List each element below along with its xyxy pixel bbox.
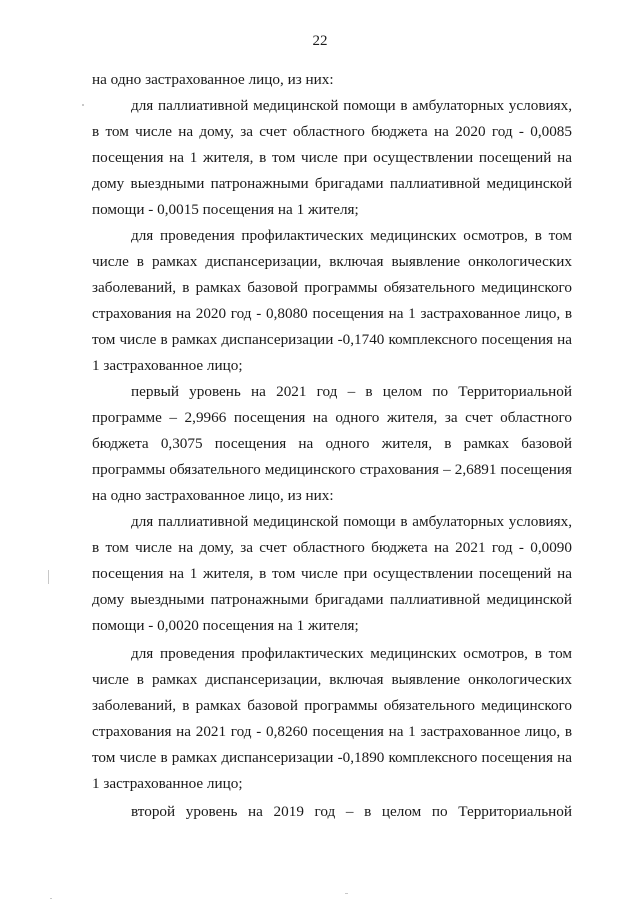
scan-speck	[48, 570, 49, 584]
text-line: дому выездными патронажными бригадами паллиативной медицинской	[92, 591, 572, 608]
text-line: заболеваний, в рамках базовой программы обязательного медицинского	[92, 279, 572, 296]
text-line: том числе в рамках диспансеризации -0,1890 комплексного посещения на	[92, 749, 572, 766]
text-line: второй уровень на 2019 год – в целом по Территориальной	[131, 803, 572, 820]
text-line: для проведения профилактических медицинских осмотров, в том	[131, 645, 572, 662]
text-line: программе – 2,9966 посещения на одного жителя, за счет областного	[92, 409, 572, 426]
text-line: числе в рамках диспансеризации, включая выявление онкологических	[92, 253, 572, 270]
text-line: бюджета 0,3075 посещения на одного жителя, в рамках базовой	[92, 435, 572, 452]
text-line: для проведения профилактических медицинских осмотров, в том	[131, 227, 572, 244]
text-line: на одно застрахованное лицо, из них:	[92, 487, 334, 504]
text-line: для паллиативной медицинской помощи в амбулаторных условиях,	[131, 513, 572, 530]
text-line: посещения на 1 жителя, в том числе при осуществлении посещений на	[92, 565, 572, 582]
text-line: 1 застрахованное лицо;	[92, 775, 243, 792]
text-line: посещения на 1 жителя, в том числе при осуществлении посещений на	[92, 149, 572, 166]
text-line: страхования на 2021 год - 0,8260 посещения на 1 застрахованное лицо, в	[92, 723, 572, 740]
text-line: программы обязательного медицинского страхования – 2,6891 посещения	[92, 461, 572, 478]
text-line: помощи - 0,0015 посещения на 1 жителя;	[92, 201, 359, 218]
scan-speck	[345, 893, 348, 894]
text-line: первый уровень на 2021 год – в целом по Территориальной	[131, 383, 572, 400]
text-line: страхования на 2020 год - 0,8080 посещения на 1 застрахованное лицо, в	[92, 305, 572, 322]
text-line: дому выездными патронажными бригадами паллиативной медицинской	[92, 175, 572, 192]
text-line: для паллиативной медицинской помощи в амбулаторных условиях,	[131, 97, 572, 114]
text-line: числе в рамках диспансеризации, включая выявление онкологических	[92, 671, 572, 688]
text-line: на одно застрахованное лицо, из них:	[92, 71, 334, 88]
text-line: помощи - 0,0020 посещения на 1 жителя;	[92, 617, 359, 634]
scan-speck	[82, 104, 84, 106]
text-line: том числе в рамках диспансеризации -0,1740 комплексного посещения на	[92, 331, 572, 348]
text-line: в том числе на дому, за счет областного бюджета на 2020 год - 0,0085	[92, 123, 572, 140]
text-line: 1 застрахованное лицо;	[92, 357, 243, 374]
page-number: 22	[312, 33, 328, 49]
text-line: в том числе на дому, за счет областного бюджета на 2021 год - 0,0090	[92, 539, 572, 556]
scan-speck	[50, 898, 52, 899]
text-line: заболеваний, в рамках базовой программы обязательного медицинского	[92, 697, 572, 714]
